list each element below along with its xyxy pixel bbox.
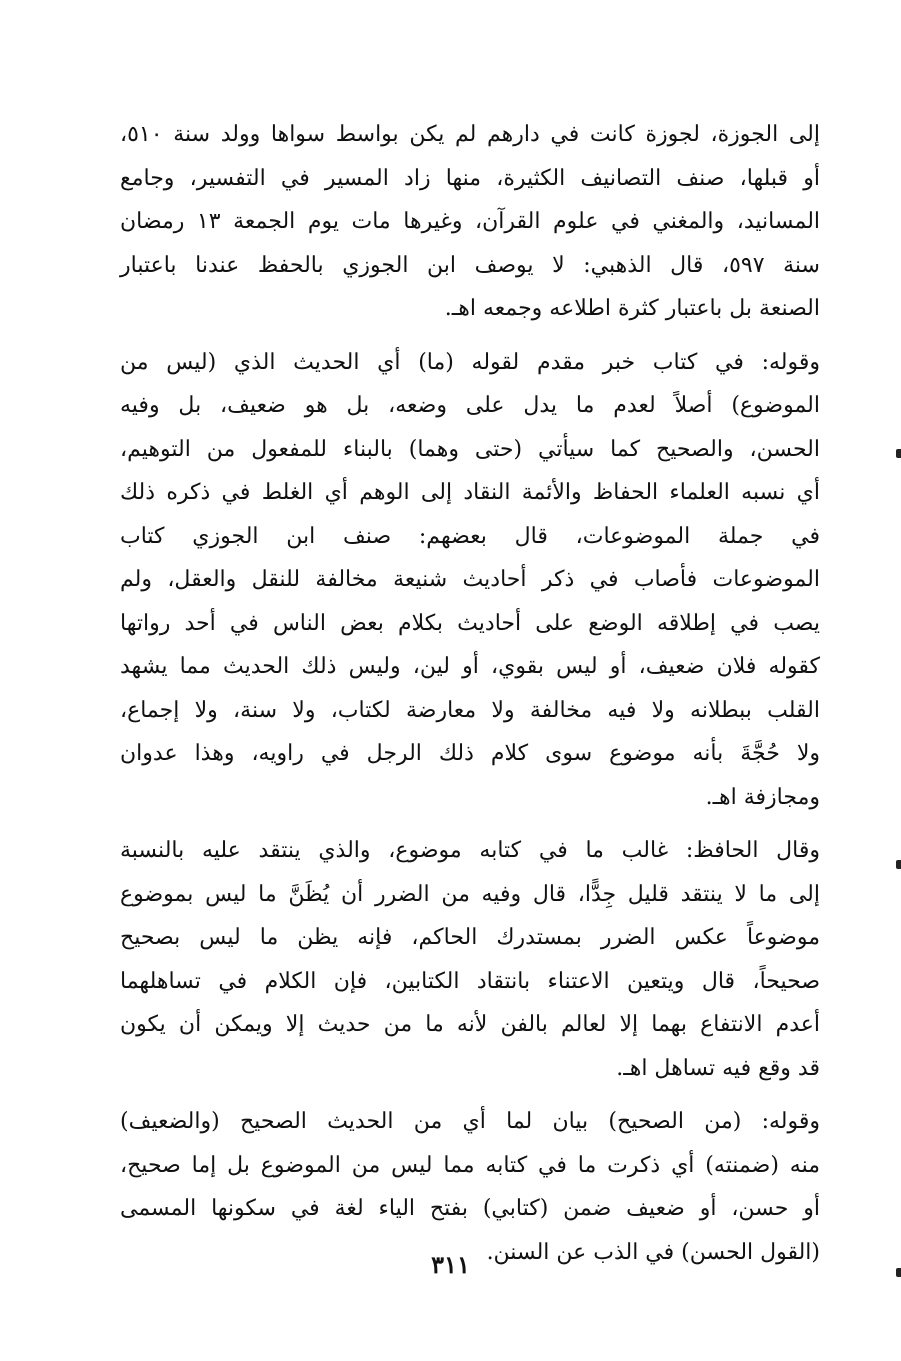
text-line: (القول الحسن) في الذب عن السنن. (486, 1239, 820, 1265)
text-line: الصنعة بل باعتبار كثرة اطلاعه وجمعه اهـ. (444, 296, 820, 321)
text-line: وقوله: في كتاب خبر مقدم لقوله (ما) أي الحديث الذي (ليس من (120, 349, 820, 375)
text-line: القلب ببطلانه ولا فيه مخالفة ولا معارضة لكتاب، ولا سنة، ولا إجماع، (120, 697, 820, 723)
text-line: قد وقع فيه تساهل اهـ. (616, 1055, 820, 1081)
text-line: إلى ما لا ينتقد قليل جِدًّا، قال وفيه من الضرر أن يُظَنَّ ما ليس بموضوع (120, 881, 820, 907)
text-line: في جملة الموضوعات، قال بعضهم: صنف ابن الجوزي كتاب (120, 523, 820, 549)
text-line: موضوعاً عكس الضرر بمستدرك الحاكم، فإنه يظن ما ليس بصحيح (120, 925, 820, 950)
paragraph (120, 113, 820, 331)
margin-mark (896, 449, 901, 458)
paragraph (120, 829, 820, 1090)
margin-mark (896, 860, 901, 869)
text-line: إلى الجوزة، لجوزة كانت في دارهم لم يكن بواسط سواها وولد سنة ٥١٠، (120, 122, 820, 147)
text-line: صحيحاً، قال ويتعين الاعتناء بانتقاد الكتابين، فإن الكلام في تساهلهما (120, 968, 820, 994)
paragraph (120, 341, 820, 820)
text-line: أعدم الانتفاع بهما إلا لعالم بالفن لأنه ما من حديث إلا ويمكن أن يكون (120, 1012, 820, 1037)
margin-mark (896, 1268, 901, 1277)
text-line: الموضوع) أصلاً لعدم ما يدل على وضعه، بل هو ضعيف، بل وفيه (120, 393, 820, 418)
text-line: الموضوعات فأصاب في ذكر أحاديث شنيعة مخالفة للنقل والعقل، ولم (120, 567, 820, 592)
paragraph-gap (120, 1090, 820, 1100)
text-line: أي نسبه العلماء الحفاظ والأئمة النقاد إلى الوهم أي الغلط في ذكره ذلك (120, 480, 820, 505)
text-line: منه (ضمنته) أي ذكرت ما في كتابه مما ليس من الموضوع بل إما صحيح، (120, 1152, 820, 1178)
text-line: وقال الحافظ: غالب ما في كتابه موضوع، والذي ينتقد عليه بالنسبة (120, 838, 820, 863)
text-line: كقوله فلان ضعيف، أو ليس بقوي، أو لين، وليس ذلك الحديث مما يشهد (120, 654, 820, 679)
text-line: المسانيد، والمغني في علوم القرآن، وغيرها مات يوم الجمعة ١٣ رمضان (120, 209, 821, 234)
text-line: يصب في إطلاقه الوضع على أحاديث بكلام بعض الناس في أحد رواتها (120, 610, 820, 636)
paragraph-gap (120, 331, 820, 341)
text-line: أو قبلها، صنف التصانيف الكثيرة، منها زاد المسير في التفسير، وجامع (120, 165, 820, 191)
text-line: وقوله: (من الصحيح) بيان لما أي من الحديث الصحيح (والضعيف) (120, 1109, 820, 1134)
body-text (120, 113, 820, 1274)
page-number: ٣١١ (431, 1250, 470, 1279)
text-line: أو حسن، أو ضعيف ضمن (كتابي) بفتح الياء لغة في سكونها المسمى (120, 1196, 820, 1221)
text-line: الحسن، والصحيح كما سيأتي (حتى وهما) بالبناء للمفعول من التوهيم، (120, 436, 820, 462)
paragraph (120, 1100, 820, 1274)
paragraph-gap (120, 819, 820, 829)
text-line: سنة ٥٩٧، قال الذهبي: لا يوصف ابن الجوزي بالحفظ عندنا باعتبار (120, 252, 820, 278)
text-line: ومجازفة اهـ. (705, 784, 820, 810)
text-line: ولا حُجَّةَ بأنه موضوع سوى كلام ذلك الرجل في راويه، وهذا عدوان (120, 741, 820, 766)
